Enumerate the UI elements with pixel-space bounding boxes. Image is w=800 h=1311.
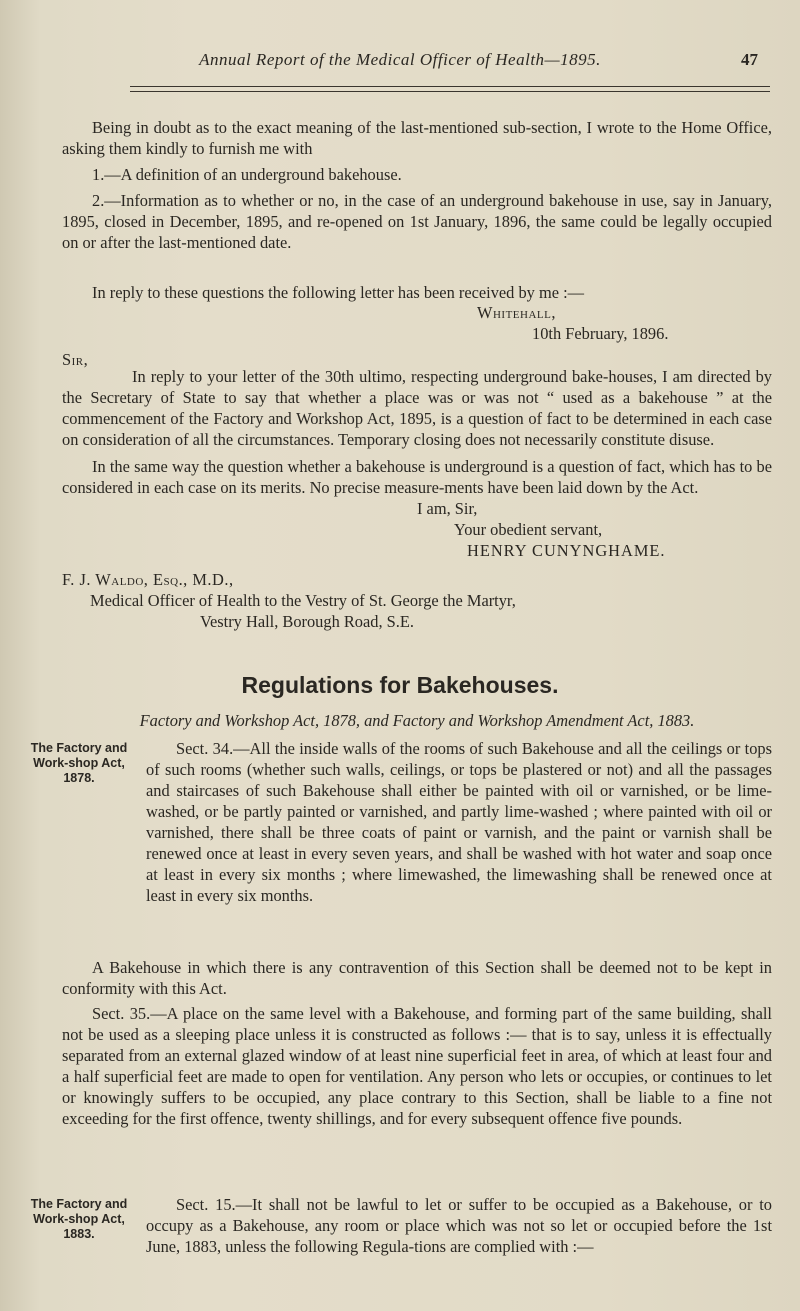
- letter-body-2: In the same way the question whether a bakehouse is underground is a question of fact, which has to be considered in each case on its merits. No precise measure-ments have been laid down by the Act.: [62, 457, 772, 497]
- reply-intro: [62, 282, 772, 303]
- letter-place: Whitehall,: [477, 303, 556, 322]
- section-35-text: Sect. 35.—A place on the same level with a Bakehouse, and forming part of the same building, shall not be used as a sleeping place unless it is constructed as follows :— that is to say, unless it is effectually separated from an external glazed window of at least nine superficial feet in area, of which at least four and a half superficial feet are made to open for ventilation. Any person who lets or occupies, or continues to let or knowingly suffers to be occupied, any place contrary to this Section, shall be liable to a fine not exceeding for the first offence, twenty shillings, and for every subsequent offence five pounds.: [62, 1004, 772, 1128]
- letter-addressee-address: Vestry Hall, Borough Road, S.E.: [200, 612, 414, 631]
- header-rule: [130, 86, 770, 87]
- question-item-1: 1.—A definition of an underground bakehouse.: [92, 165, 402, 184]
- reply-intro-paragraph: In reply to these questions the following letter has been received by me :—: [92, 283, 585, 302]
- page-header: [0, 50, 800, 80]
- section-15-text: Sect. 15.—It shall not be lawful to let or suffer to be occupied as a Bakehouse, or to occupy as a Bakehouse, any room or place which was not so let or occupied before the 1st June, 1883, unless the following Regula-tions are complied with :—: [146, 1195, 772, 1256]
- letter-date: 10th February, 1896.: [532, 324, 669, 343]
- contravention-section: [62, 957, 772, 999]
- letter-salutation: Sir,: [62, 350, 89, 369]
- section-35: [62, 1003, 772, 1129]
- letter-body-1: In reply to your letter of the 30th ultimo, respecting underground bake-houses, I am directed by the Secretary of State to say that whether a place was or was not “ used as a bakehouse ” at the commencement of the Factory and Workshop Act, 1895, is a question of fact to be determined in each case on consideration of all the circumstances. Temporary closing does not necessarily constitute disuse.: [62, 367, 772, 449]
- header-rule: [130, 91, 770, 92]
- section-34: [146, 738, 772, 906]
- section-34-text: Sect. 34.—All the inside walls of the rooms of such Bakehouse and all the ceilings or tops of such rooms (whether such walls, ceilings, or tops be plastered or not) and all the passages and staircases of such Bakehouse shall either be painted with oil or varnished, or be lime-washed, or be partly painted or varnished, and partly lime-washed ; where painted with oil or varnished, there shall be three coats of paint or varnish, and the paint or varnish shall be renewed once at least in every seven years, and shall be washed with hot water and soap once at least in every six months ; where limewashed, the limewashing shall be renewed once at least in every six months.: [146, 739, 772, 905]
- question-item-2: 2.—Information as to whether or no, in the case of an underground bakehouse in use, say in January, 1895, closed in December, 1895, and re-opened on 1st January, 1896, the same could be legally occupied on or after the last-mentioned date.: [62, 191, 772, 252]
- running-title: Annual Report of the Medical Officer of Health—1895.: [199, 50, 601, 69]
- intro-section: [62, 117, 772, 253]
- section-15: [146, 1194, 772, 1257]
- letter-closing-1: I am, Sir,: [417, 499, 478, 518]
- regulations-heading: Regulations for Bakehouses.: [241, 672, 559, 698]
- page-number: 47: [741, 50, 758, 69]
- letter-addressee: F. J. Waldo, Esq., M.D.,: [62, 570, 234, 589]
- letter: [62, 302, 772, 632]
- side-note-1883: The Factory and Work-shop Act, 1883.: [30, 1197, 128, 1241]
- contravention-text: A Bakehouse in which there is any contravention of this Section shall be deemed not to be kept in conformity with this Act.: [62, 958, 772, 998]
- letter-closing-2: Your obedient servant,: [454, 520, 603, 539]
- letter-addressee-title: Medical Officer of Health to the Vestry of St. George the Martyr,: [90, 591, 516, 610]
- regulations-subheading: Factory and Workshop Act, 1878, and Factory and Workshop Amendment Act, 1883.: [139, 711, 695, 730]
- intro-paragraph: Being in doubt as to the exact meaning of the last-mentioned sub-section, I wrote to the Home Office, asking them kindly to furnish me with: [62, 118, 772, 158]
- letter-signature: HENRY CUNYNGHAME.: [467, 541, 666, 560]
- side-note-1878: The Factory and Work-shop Act, 1878.: [30, 741, 128, 785]
